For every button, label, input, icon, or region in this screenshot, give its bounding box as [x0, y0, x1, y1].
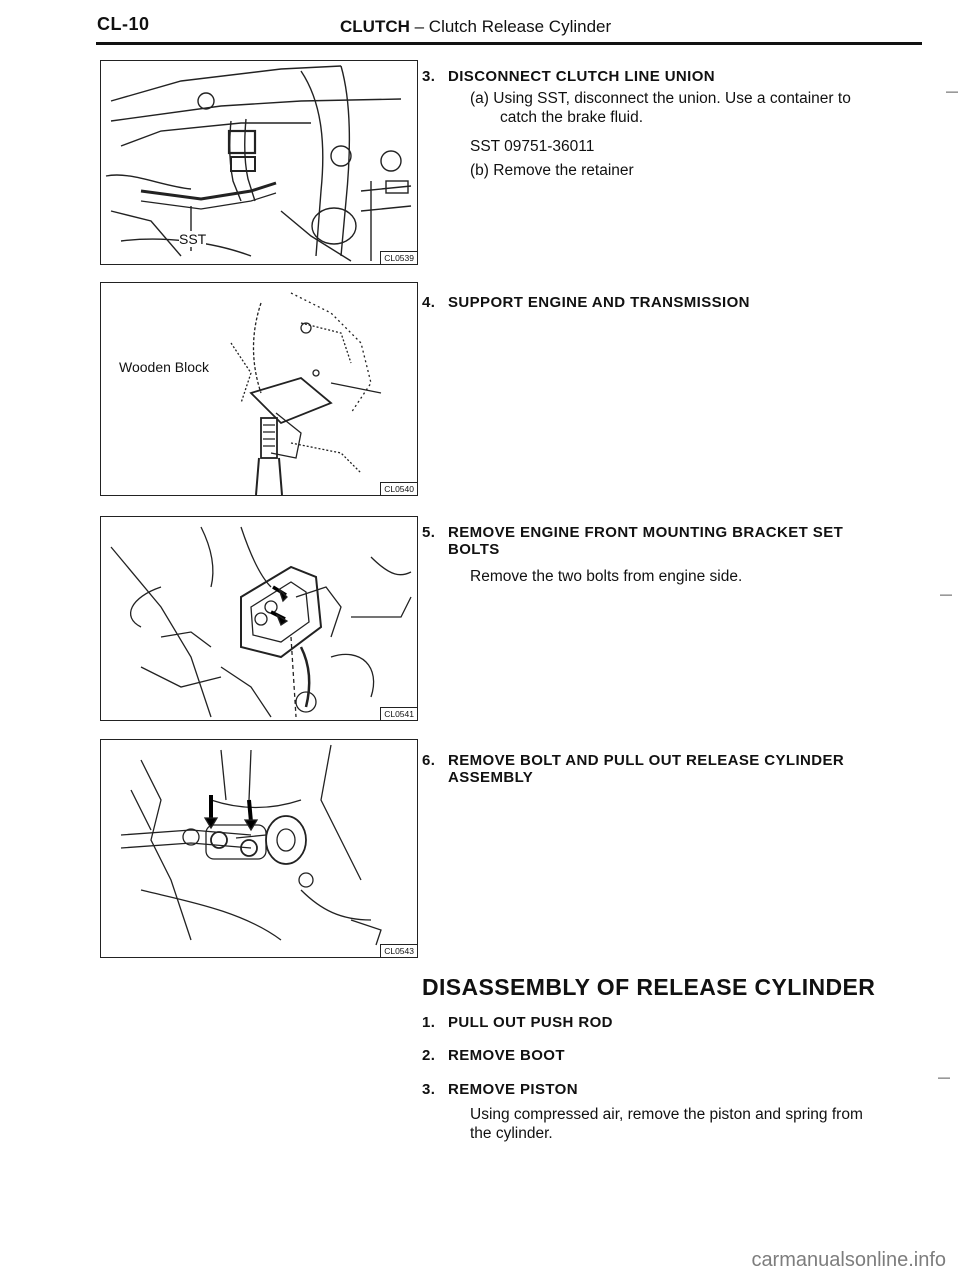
step-number: 2. [422, 1047, 436, 1064]
step-number: 4. [422, 294, 436, 311]
step-title: DISCONNECT CLUTCH LINE UNION [448, 68, 716, 85]
watermark: carmanualsonline.info [751, 1249, 946, 1271]
step-3-heading [422, 67, 716, 86]
step-4-heading [422, 293, 750, 312]
step-3-line-a: (a) Using SST, disconnect the union. Use a container to [470, 90, 851, 107]
page-title [340, 17, 611, 37]
figure-cl0539 [100, 60, 418, 265]
step-number: 5. [422, 524, 436, 541]
figure-cl0540 [100, 282, 418, 496]
scan-mark: — [938, 1070, 950, 1084]
release-cylinder-illustration [101, 740, 417, 957]
step-title: REMOVE PISTON [448, 1081, 578, 1098]
disassembly-step-1 [422, 1013, 613, 1032]
step-5-heading-cont: BOLTS [448, 541, 500, 558]
figure-cl0541 [100, 516, 418, 721]
page-code: CL-10 [97, 14, 150, 34]
disassembly-section-title: DISASSEMBLY OF RELEASE CYLINDER [422, 974, 876, 1000]
figure-id: CL0543 [380, 944, 417, 957]
section-name: CLUTCH [340, 17, 410, 36]
step-3-sst-number: SST 09751-36011 [470, 138, 595, 155]
disassembly-step-3-text: Using compressed air, remove the piston and spring from [470, 1106, 863, 1123]
step-5-heading [422, 523, 844, 542]
step-title: SUPPORT ENGINE AND TRANSMISSION [448, 294, 750, 311]
step-6-heading-cont: ASSEMBLY [448, 769, 534, 786]
figure-cl0543 [100, 739, 418, 958]
step-number: 3. [422, 68, 436, 85]
jack-wooden-block-illustration [101, 283, 417, 495]
figure-label-wooden-block: Wooden Block [119, 359, 210, 375]
mounting-bracket-illustration [101, 517, 417, 720]
step-title: REMOVE BOLT AND PULL OUT RELEASE CYLINDER [448, 752, 845, 769]
figure-id: CL0541 [380, 707, 417, 720]
step-title: REMOVE BOOT [448, 1047, 565, 1064]
header-rule [96, 42, 922, 45]
step-3-line-a-cont: catch the brake fluid. [500, 109, 644, 126]
disassembly-step-3-text-cont: the cylinder. [470, 1125, 553, 1142]
step-title: PULL OUT PUSH ROD [448, 1014, 613, 1031]
figure-id: CL0539 [380, 251, 417, 264]
step-number: 1. [422, 1014, 436, 1031]
disassembly-step-2 [422, 1046, 565, 1065]
figure-label-sst: SST [179, 231, 207, 247]
disassembly-step-3 [422, 1080, 578, 1099]
step-5-text: Remove the two bolts from engine side. [470, 568, 743, 585]
step-title: REMOVE ENGINE FRONT MOUNTING BRACKET SET [448, 524, 844, 541]
step-number: 3. [422, 1081, 436, 1098]
clutch-line-union-illustration [101, 61, 417, 264]
subsection-name: Clutch Release Cylinder [428, 17, 612, 36]
step-3-line-b: (b) Remove the retainer [470, 162, 634, 179]
step-number: 6. [422, 752, 436, 769]
scan-mark: — [940, 587, 952, 601]
scan-mark: — [946, 84, 958, 98]
figure-id: CL0540 [380, 482, 417, 495]
title-separator: – [409, 17, 429, 36]
